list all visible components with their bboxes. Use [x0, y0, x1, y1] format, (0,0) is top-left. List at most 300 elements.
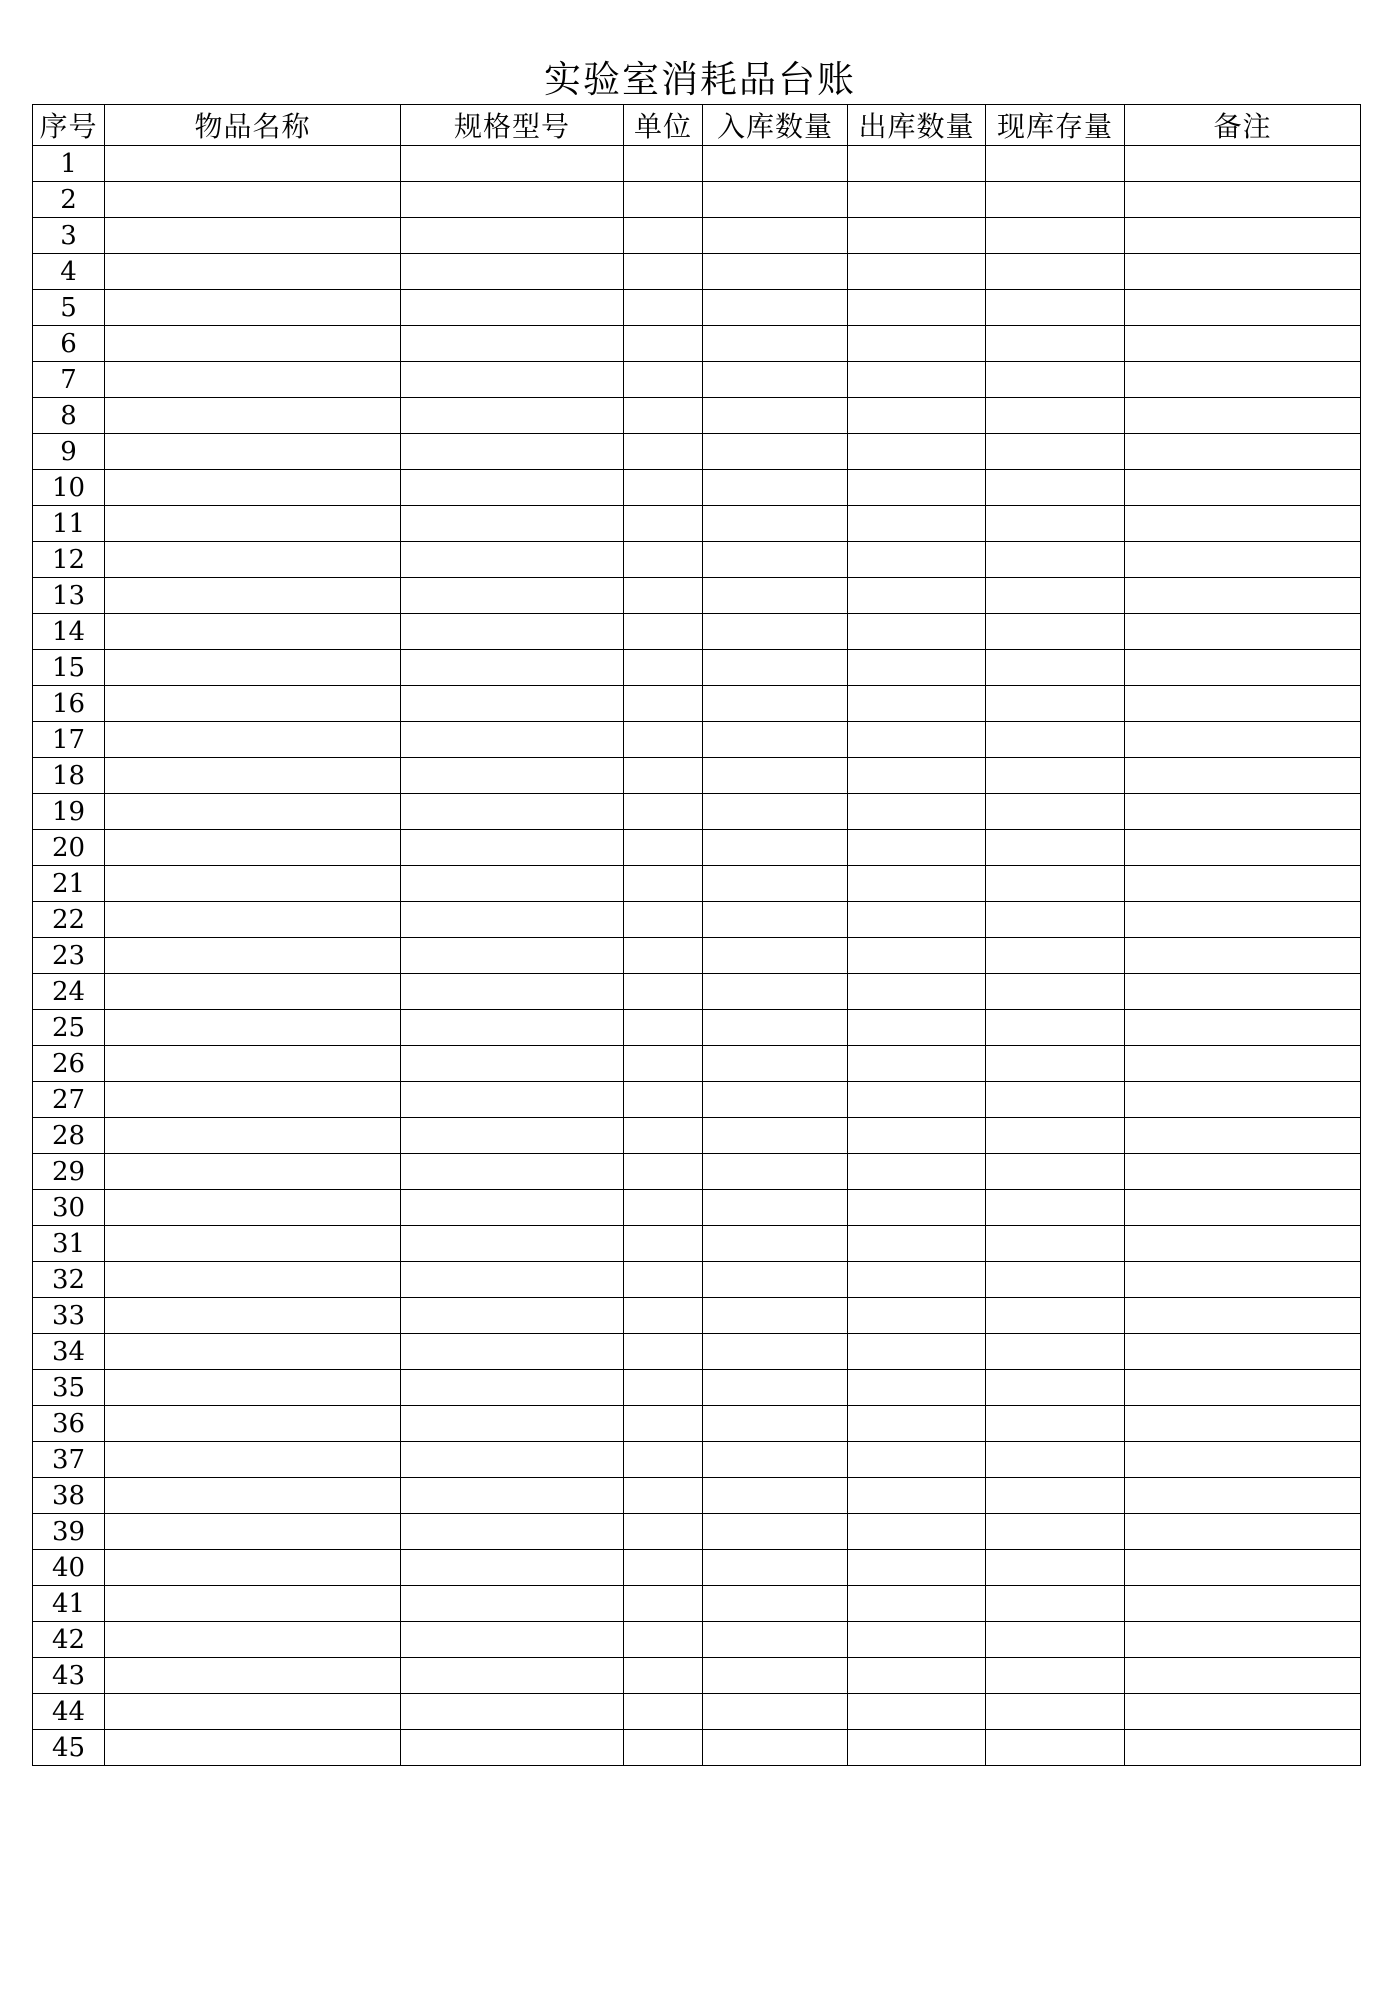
unit-cell [624, 866, 703, 902]
inbound-qty-cell [703, 1694, 848, 1730]
inbound-qty-cell [703, 398, 848, 434]
inbound-qty-cell [703, 578, 848, 614]
unit-cell [624, 1226, 703, 1262]
outbound-qty-cell [848, 1262, 986, 1298]
inbound-qty-cell [703, 182, 848, 218]
item-name-cell [105, 290, 401, 326]
current-stock-cell [986, 254, 1125, 290]
spec-model-cell [401, 542, 624, 578]
unit-cell [624, 542, 703, 578]
row-number: 39 [33, 1514, 105, 1550]
outbound-qty-cell [848, 506, 986, 542]
current-stock-cell [986, 398, 1125, 434]
current-stock-cell [986, 1514, 1125, 1550]
spec-model-cell [401, 1010, 624, 1046]
unit-cell [624, 1118, 703, 1154]
remarks-cell [1125, 434, 1361, 470]
remarks-cell [1125, 182, 1361, 218]
current-stock-cell [986, 1226, 1125, 1262]
current-stock-cell [986, 1586, 1125, 1622]
row-number: 32 [33, 1262, 105, 1298]
table-row [33, 758, 1361, 794]
table-row [33, 830, 1361, 866]
row-number: 44 [33, 1694, 105, 1730]
table-row [33, 614, 1361, 650]
row-number: 7 [33, 362, 105, 398]
header-inbound-qty: 入库数量 [703, 105, 848, 146]
outbound-qty-cell [848, 1154, 986, 1190]
unit-cell [624, 902, 703, 938]
unit-cell [624, 974, 703, 1010]
remarks-cell [1125, 1046, 1361, 1082]
unit-cell [624, 578, 703, 614]
current-stock-cell [986, 866, 1125, 902]
spec-model-cell [401, 398, 624, 434]
row-number: 13 [33, 578, 105, 614]
outbound-qty-cell [848, 1550, 986, 1586]
outbound-qty-cell [848, 1370, 986, 1406]
remarks-cell [1125, 686, 1361, 722]
item-name-cell [105, 398, 401, 434]
inbound-qty-cell [703, 1442, 848, 1478]
table-row [33, 1118, 1361, 1154]
table-row [33, 1370, 1361, 1406]
remarks-cell [1125, 1010, 1361, 1046]
unit-cell [624, 1730, 703, 1766]
item-name-cell [105, 1046, 401, 1082]
item-name-cell [105, 866, 401, 902]
current-stock-cell [986, 974, 1125, 1010]
current-stock-cell [986, 182, 1125, 218]
item-name-cell [105, 1478, 401, 1514]
item-name-cell [105, 1730, 401, 1766]
unit-cell [624, 1442, 703, 1478]
row-number: 5 [33, 290, 105, 326]
remarks-cell [1125, 1694, 1361, 1730]
row-number: 6 [33, 326, 105, 362]
current-stock-cell [986, 1622, 1125, 1658]
table-row [33, 362, 1361, 398]
inbound-qty-cell [703, 974, 848, 1010]
outbound-qty-cell [848, 578, 986, 614]
table-row [33, 1478, 1361, 1514]
remarks-cell [1125, 974, 1361, 1010]
spec-model-cell [401, 1658, 624, 1694]
current-stock-cell [986, 1694, 1125, 1730]
unit-cell [624, 1082, 703, 1118]
remarks-cell [1125, 1334, 1361, 1370]
current-stock-cell [986, 1442, 1125, 1478]
item-name-cell [105, 542, 401, 578]
row-number: 10 [33, 470, 105, 506]
spec-model-cell [401, 1478, 624, 1514]
item-name-cell [105, 1406, 401, 1442]
unit-cell [624, 506, 703, 542]
unit-cell [624, 362, 703, 398]
remarks-cell [1125, 1442, 1361, 1478]
outbound-qty-cell [848, 650, 986, 686]
spec-model-cell [401, 434, 624, 470]
unit-cell [624, 326, 703, 362]
row-number: 41 [33, 1586, 105, 1622]
remarks-cell [1125, 1730, 1361, 1766]
row-number: 30 [33, 1190, 105, 1226]
table-row [33, 1658, 1361, 1694]
row-number: 15 [33, 650, 105, 686]
row-number: 14 [33, 614, 105, 650]
table-row [33, 398, 1361, 434]
remarks-cell [1125, 362, 1361, 398]
remarks-cell [1125, 470, 1361, 506]
spec-model-cell [401, 218, 624, 254]
item-name-cell [105, 1262, 401, 1298]
row-number: 25 [33, 1010, 105, 1046]
table-row [33, 1190, 1361, 1226]
inbound-qty-cell [703, 1334, 848, 1370]
inbound-qty-cell [703, 1190, 848, 1226]
item-name-cell [105, 470, 401, 506]
row-number: 40 [33, 1550, 105, 1586]
inbound-qty-cell [703, 866, 848, 902]
table-row [33, 1514, 1361, 1550]
current-stock-cell [986, 326, 1125, 362]
outbound-qty-cell [848, 1586, 986, 1622]
outbound-qty-cell [848, 830, 986, 866]
item-name-cell [105, 1442, 401, 1478]
current-stock-cell [986, 1154, 1125, 1190]
table-row [33, 578, 1361, 614]
unit-cell [624, 650, 703, 686]
remarks-cell [1125, 866, 1361, 902]
spec-model-cell [401, 614, 624, 650]
table-row [33, 1622, 1361, 1658]
remarks-cell [1125, 290, 1361, 326]
spec-model-cell [401, 758, 624, 794]
remarks-cell [1125, 578, 1361, 614]
item-name-cell [105, 794, 401, 830]
table-row [33, 1262, 1361, 1298]
unit-cell [624, 830, 703, 866]
item-name-cell [105, 146, 401, 182]
row-number: 33 [33, 1298, 105, 1334]
unit-cell [624, 1010, 703, 1046]
item-name-cell [105, 614, 401, 650]
table-row [33, 794, 1361, 830]
item-name-cell [105, 1010, 401, 1046]
row-number: 28 [33, 1118, 105, 1154]
item-name-cell [105, 1190, 401, 1226]
row-number: 45 [33, 1730, 105, 1766]
table-row [33, 290, 1361, 326]
outbound-qty-cell [848, 1226, 986, 1262]
table-row [33, 650, 1361, 686]
inbound-qty-cell [703, 1082, 848, 1118]
spec-model-cell [401, 326, 624, 362]
row-number: 23 [33, 938, 105, 974]
current-stock-cell [986, 650, 1125, 686]
item-name-cell [105, 578, 401, 614]
current-stock-cell [986, 1298, 1125, 1334]
row-number: 22 [33, 902, 105, 938]
unit-cell [624, 254, 703, 290]
spec-model-cell [401, 974, 624, 1010]
spec-model-cell [401, 1442, 624, 1478]
remarks-cell [1125, 794, 1361, 830]
unit-cell [624, 1046, 703, 1082]
outbound-qty-cell [848, 614, 986, 650]
current-stock-cell [986, 542, 1125, 578]
current-stock-cell [986, 722, 1125, 758]
unit-cell [624, 686, 703, 722]
unit-cell [624, 614, 703, 650]
outbound-qty-cell [848, 1118, 986, 1154]
outbound-qty-cell [848, 1190, 986, 1226]
item-name-cell [105, 1226, 401, 1262]
item-name-cell [105, 182, 401, 218]
table-row [33, 902, 1361, 938]
outbound-qty-cell [848, 542, 986, 578]
item-name-cell [105, 1658, 401, 1694]
table-row [33, 1694, 1361, 1730]
remarks-cell [1125, 1262, 1361, 1298]
inbound-qty-cell [703, 1658, 848, 1694]
table-row [33, 542, 1361, 578]
spec-model-cell [401, 1514, 624, 1550]
outbound-qty-cell [848, 218, 986, 254]
unit-cell [624, 1370, 703, 1406]
remarks-cell [1125, 146, 1361, 182]
spec-model-cell [401, 938, 624, 974]
inbound-qty-cell [703, 506, 848, 542]
row-number: 11 [33, 506, 105, 542]
row-number: 17 [33, 722, 105, 758]
item-name-cell [105, 758, 401, 794]
item-name-cell [105, 830, 401, 866]
outbound-qty-cell [848, 470, 986, 506]
inbound-qty-cell [703, 1154, 848, 1190]
outbound-qty-cell [848, 1478, 986, 1514]
spec-model-cell [401, 1334, 624, 1370]
inbound-qty-cell [703, 1298, 848, 1334]
outbound-qty-cell [848, 1514, 986, 1550]
table-row [33, 1082, 1361, 1118]
unit-cell [624, 1262, 703, 1298]
unit-cell [624, 1406, 703, 1442]
row-number: 16 [33, 686, 105, 722]
inbound-qty-cell [703, 1514, 848, 1550]
ledger-body [33, 146, 1361, 1766]
inbound-qty-cell [703, 686, 848, 722]
inbound-qty-cell [703, 614, 848, 650]
current-stock-cell [986, 614, 1125, 650]
spec-model-cell [401, 362, 624, 398]
outbound-qty-cell [848, 902, 986, 938]
row-number: 3 [33, 218, 105, 254]
row-number: 4 [33, 254, 105, 290]
outbound-qty-cell [848, 1046, 986, 1082]
inbound-qty-cell [703, 758, 848, 794]
current-stock-cell [986, 1658, 1125, 1694]
current-stock-cell [986, 1010, 1125, 1046]
row-number: 43 [33, 1658, 105, 1694]
spec-model-cell [401, 1694, 624, 1730]
table-row [33, 938, 1361, 974]
row-number: 31 [33, 1226, 105, 1262]
outbound-qty-cell [848, 1334, 986, 1370]
inbound-qty-cell [703, 1118, 848, 1154]
item-name-cell [105, 1514, 401, 1550]
spec-model-cell [401, 830, 624, 866]
spec-model-cell [401, 1082, 624, 1118]
item-name-cell [105, 974, 401, 1010]
remarks-cell [1125, 542, 1361, 578]
current-stock-cell [986, 1730, 1125, 1766]
row-number: 38 [33, 1478, 105, 1514]
inbound-qty-cell [703, 362, 848, 398]
table-row [33, 1334, 1361, 1370]
inbound-qty-cell [703, 722, 848, 758]
inbound-qty-cell [703, 1730, 848, 1766]
outbound-qty-cell [848, 758, 986, 794]
outbound-qty-cell [848, 938, 986, 974]
table-row [33, 866, 1361, 902]
row-number: 12 [33, 542, 105, 578]
current-stock-cell [986, 1118, 1125, 1154]
outbound-qty-cell [848, 1442, 986, 1478]
current-stock-cell [986, 1046, 1125, 1082]
current-stock-cell [986, 506, 1125, 542]
table-row [33, 146, 1361, 182]
inbound-qty-cell [703, 254, 848, 290]
inbound-qty-cell [703, 1370, 848, 1406]
outbound-qty-cell [848, 1730, 986, 1766]
outbound-qty-cell [848, 794, 986, 830]
current-stock-cell [986, 830, 1125, 866]
row-number: 37 [33, 1442, 105, 1478]
table-row [33, 686, 1361, 722]
spec-model-cell [401, 650, 624, 686]
current-stock-cell [986, 146, 1125, 182]
unit-cell [624, 1478, 703, 1514]
outbound-qty-cell [848, 1658, 986, 1694]
spec-model-cell [401, 1730, 624, 1766]
current-stock-cell [986, 902, 1125, 938]
item-name-cell [105, 1370, 401, 1406]
spec-model-cell [401, 1370, 624, 1406]
current-stock-cell [986, 218, 1125, 254]
table-row [33, 506, 1361, 542]
table-row [33, 470, 1361, 506]
row-number: 21 [33, 866, 105, 902]
row-number: 19 [33, 794, 105, 830]
inbound-qty-cell [703, 1010, 848, 1046]
remarks-cell [1125, 1226, 1361, 1262]
inbound-qty-cell [703, 650, 848, 686]
outbound-qty-cell [848, 434, 986, 470]
row-number: 36 [33, 1406, 105, 1442]
remarks-cell [1125, 1478, 1361, 1514]
spec-model-cell [401, 1226, 624, 1262]
unit-cell [624, 1550, 703, 1586]
unit-cell [624, 1298, 703, 1334]
current-stock-cell [986, 290, 1125, 326]
current-stock-cell [986, 686, 1125, 722]
table-row [33, 182, 1361, 218]
header-spec-model: 规格型号 [401, 105, 624, 146]
row-number: 27 [33, 1082, 105, 1118]
outbound-qty-cell [848, 1010, 986, 1046]
unit-cell [624, 470, 703, 506]
table-row [33, 1226, 1361, 1262]
row-number: 35 [33, 1370, 105, 1406]
item-name-cell [105, 326, 401, 362]
spec-model-cell [401, 470, 624, 506]
outbound-qty-cell [848, 182, 986, 218]
spec-model-cell [401, 146, 624, 182]
header-item-name: 物品名称 [105, 105, 401, 146]
current-stock-cell [986, 1478, 1125, 1514]
inbound-qty-cell [703, 938, 848, 974]
table-row [33, 1046, 1361, 1082]
row-number: 9 [33, 434, 105, 470]
outbound-qty-cell [848, 1622, 986, 1658]
spec-model-cell [401, 1118, 624, 1154]
outbound-qty-cell [848, 146, 986, 182]
outbound-qty-cell [848, 1406, 986, 1442]
page-title: 实验室消耗品台账 [544, 58, 856, 101]
row-number: 26 [33, 1046, 105, 1082]
spec-model-cell [401, 254, 624, 290]
spec-model-cell [401, 794, 624, 830]
inbound-qty-cell [703, 1550, 848, 1586]
inbound-qty-cell [703, 794, 848, 830]
inbound-qty-cell [703, 470, 848, 506]
remarks-cell [1125, 1406, 1361, 1442]
table-row [33, 974, 1361, 1010]
item-name-cell [105, 254, 401, 290]
remarks-cell [1125, 902, 1361, 938]
item-name-cell [105, 362, 401, 398]
current-stock-cell [986, 1262, 1125, 1298]
unit-cell [624, 1658, 703, 1694]
spec-model-cell [401, 686, 624, 722]
remarks-cell [1125, 506, 1361, 542]
remarks-cell [1125, 1118, 1361, 1154]
header-current-stock: 现库存量 [986, 105, 1125, 146]
inbound-qty-cell [703, 902, 848, 938]
current-stock-cell [986, 434, 1125, 470]
remarks-cell [1125, 326, 1361, 362]
remarks-cell [1125, 1586, 1361, 1622]
inbound-qty-cell [703, 1046, 848, 1082]
spec-model-cell [401, 1046, 624, 1082]
remarks-cell [1125, 1298, 1361, 1334]
spec-model-cell [401, 182, 624, 218]
remarks-cell [1125, 614, 1361, 650]
item-name-cell [105, 1082, 401, 1118]
spec-model-cell [401, 1154, 624, 1190]
item-name-cell [105, 1622, 401, 1658]
inbound-qty-cell [703, 542, 848, 578]
remarks-cell [1125, 758, 1361, 794]
remarks-cell [1125, 650, 1361, 686]
item-name-cell [105, 686, 401, 722]
inbound-qty-cell [703, 1226, 848, 1262]
outbound-qty-cell [848, 326, 986, 362]
remarks-cell [1125, 1082, 1361, 1118]
item-name-cell [105, 1550, 401, 1586]
spec-model-cell [401, 1262, 624, 1298]
